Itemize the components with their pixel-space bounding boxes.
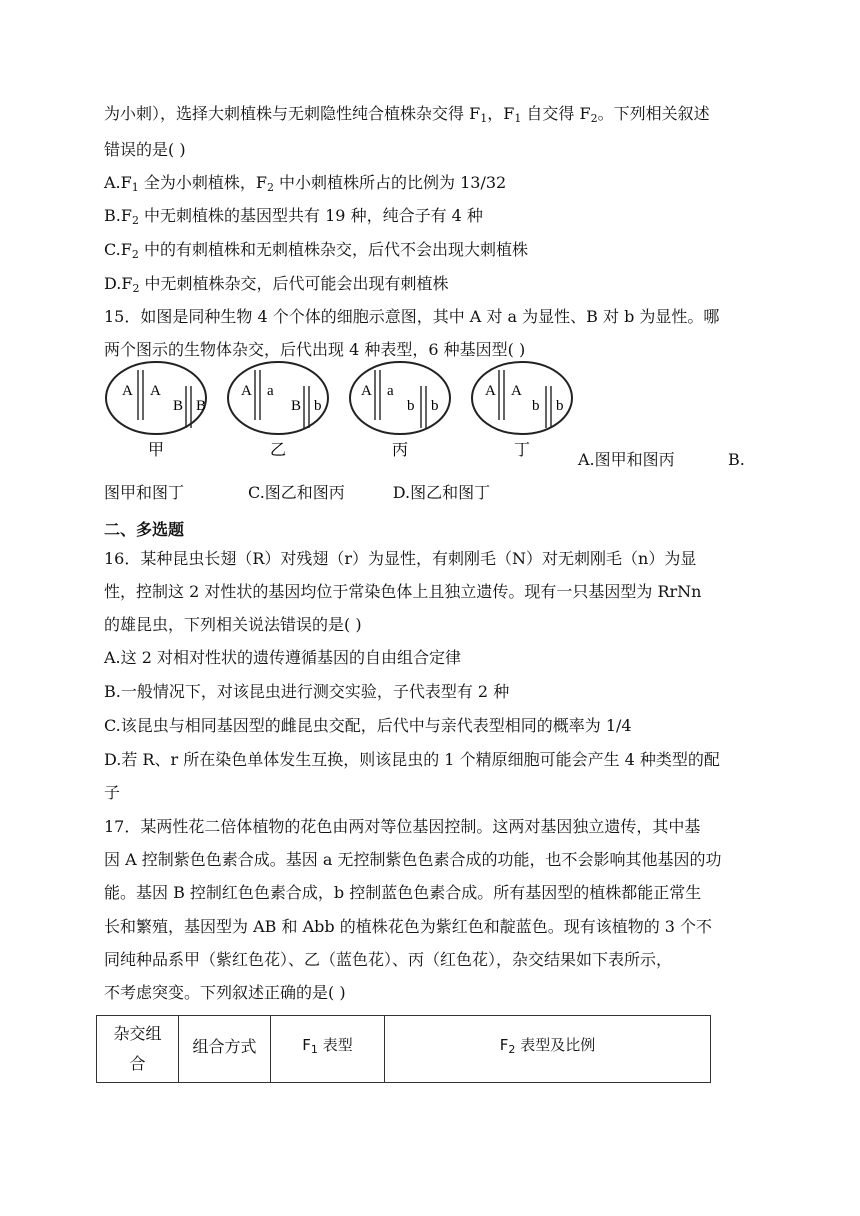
gene-label: B: [173, 398, 184, 414]
subscript: 2: [132, 282, 140, 295]
header-text: 合: [129, 1054, 146, 1073]
q16-option-d-line2: 子: [104, 783, 121, 802]
section-title: 二、多选题: [104, 520, 185, 539]
q14-text: 。下列相关叙述: [597, 104, 710, 123]
q17-stem-line1: 17．某两性花二倍体植物的花色由两对等位基因控制。这两对基因独立遗传，其中基: [104, 817, 701, 836]
subscript: 2: [590, 112, 598, 125]
gene-label: b: [532, 398, 540, 414]
subscript: 1: [131, 181, 139, 194]
cell-label: 甲: [147, 442, 165, 459]
q14-text: 为小刺），选择大刺植株与无刺隐性纯合植株杂交得 F: [104, 104, 481, 123]
q14-text: ，F: [487, 104, 515, 123]
gene-label: A: [511, 383, 522, 399]
q15-options-row: [104, 483, 490, 503]
header-cell-combination: 组合方式: [179, 1016, 271, 1083]
header-text: F: [302, 1036, 311, 1054]
header-cell-f2: [385, 1016, 711, 1083]
q16-option-c: C.该昆虫与相同基因型的雌昆虫交配，后代中与亲代表型相同的概率为 1/4: [104, 716, 632, 735]
cross-results-table: [96, 1015, 711, 1083]
q16-option-b: B.一般情况下，对该昆虫进行测交实验，子代表型有 2 种: [104, 682, 510, 701]
option-text: A.F: [104, 173, 132, 192]
q15-option-b: 图甲和图丁: [104, 483, 185, 502]
option-text: 中无刺植株的基因型共有 19 种，纯合子有 4 种: [138, 206, 483, 225]
option-text: C.F: [104, 240, 132, 259]
header-text: 杂交组: [113, 1024, 162, 1043]
cell-label: 丙: [391, 442, 409, 459]
header-text: 表型: [317, 1036, 353, 1054]
cell-jia: [106, 362, 206, 459]
q16-stem-line1: 16．某种昆虫长翅（R）对残翅（r）为显性，有刺刚毛（N）对无刺刚毛（n）为显: [104, 549, 697, 568]
table-header-row: [97, 1016, 711, 1083]
subscript: 2: [131, 248, 139, 261]
q15-option-c: C.图乙和图丙: [248, 483, 345, 502]
gene-label: b: [431, 398, 439, 414]
gene-label: B: [291, 398, 302, 414]
gene-label: b: [314, 398, 322, 414]
subscript: 2: [508, 1043, 516, 1056]
gene-label: A: [150, 383, 161, 399]
gene-label: A: [361, 383, 372, 399]
q15-stem-line1: 15．如图是同种生物 4 个个体的细胞示意图，其中 A 对 a 为显性、B 对 b 为显性。哪: [104, 307, 720, 326]
gene-label: A: [122, 383, 133, 399]
q15-option-b-start: B.: [728, 450, 745, 469]
q17-stem-line3: 能。基因 B 控制红色色素合成，b 控制蓝色色素合成。所有基因型的植株都能正常生: [104, 883, 702, 902]
gene-label: A: [485, 383, 496, 399]
header-cell-f1: [271, 1016, 385, 1083]
cell-yi: [228, 362, 328, 459]
q17-stem-line4: 长和繁殖，基因型为 AB 和 Abb 的植株花色为紫红色和靛蓝色。现有该植物的 3 个不: [104, 917, 713, 936]
q16-option-d-line1: D.若 R、r 所在染色单体发生互换，则该昆虫的 1 个精原细胞可能会产生 4 种类型的配: [104, 750, 720, 769]
q14-option-d: [104, 274, 449, 299]
q15-option-a: A.图甲和图丙: [578, 450, 675, 469]
subscript: 1: [480, 112, 488, 125]
option-text: 中无刺植株杂交，后代可能会出现有刺植株: [139, 274, 449, 293]
header-cell-cross-group: [97, 1016, 179, 1083]
q17-stem-line2: 因 A 控制紫色色素合成。基因 a 无控制紫色色素合成的功能，也不会影响其他基因的功: [104, 850, 722, 869]
option-text: D.F: [104, 274, 133, 293]
gene-label: a: [387, 383, 394, 399]
option-text: B.F: [104, 206, 132, 225]
q15-stem-line2: 两个图示的生物体杂交，后代出现 4 种表型，6 种基因型( ): [104, 340, 526, 359]
q14-stem-line1: [104, 104, 710, 129]
q14-text: 自交得 F: [521, 104, 591, 123]
cell-ding: [472, 362, 572, 459]
gene-label: a: [267, 383, 274, 399]
option-text: 全为小刺植株，F: [138, 173, 267, 192]
q16-option-a: A.这 2 对相对性状的遗传遵循基因的自由组合定律: [104, 648, 461, 667]
subscript: 1: [514, 112, 522, 125]
subscript: 1: [310, 1043, 318, 1056]
cell-bing: [350, 362, 450, 459]
gene-label: A: [241, 383, 252, 399]
subscript: 2: [266, 181, 274, 194]
cell-diagram-figure: [100, 356, 590, 462]
gene-label: b: [407, 398, 415, 414]
gene-label: b: [556, 398, 564, 414]
subscript: 2: [131, 214, 139, 227]
q16-stem-line3: 的雄昆虫，下列相关说法错误的是( ): [104, 615, 362, 634]
header-text: F: [499, 1036, 509, 1054]
gene-label: B: [196, 398, 207, 414]
option-text: 中小刺植株所占的比例为 13/32: [273, 173, 507, 192]
option-text: 中的有刺植株和无刺植株杂交，后代不会出现大刺植株: [138, 240, 528, 259]
q17-stem-line6: 不考虑突变。下列叙述正确的是( ): [104, 983, 346, 1002]
cell-label: 乙: [269, 442, 287, 459]
q15-option-d: D.图乙和图丁: [392, 483, 491, 502]
q14-option-a: [104, 173, 506, 198]
q14-option-b: [104, 206, 483, 231]
header-text: 表型及比例: [515, 1036, 596, 1054]
cell-label: 丁: [513, 442, 531, 459]
q16-stem-line2: 性，控制这 2 对性状的基因均位于常染色体上且独立遗传。现有一只基因型为 RrNn: [104, 582, 702, 601]
q14-option-c: [104, 240, 528, 265]
q14-stem-line2: 错误的是( ): [104, 140, 186, 159]
q17-stem-line5: 同纯种品系甲（紫红色花）、乙（蓝色花）、丙（红色花），杂交结果如下表所示，: [104, 950, 673, 969]
